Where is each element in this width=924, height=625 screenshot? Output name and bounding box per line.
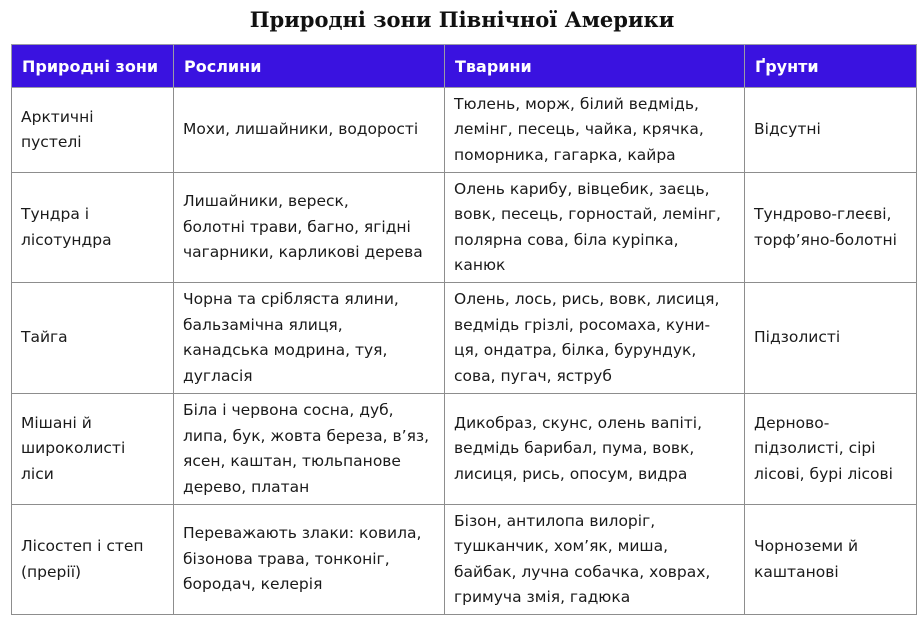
cell-line: лемінг, песець, чайка, крячка, [454, 120, 704, 139]
cell-line: канюк [454, 256, 506, 274]
cell-line: Арктичні [21, 107, 94, 126]
cell-zone [12, 505, 174, 615]
header-zones: Природні зони [12, 45, 174, 88]
cell-soils [745, 283, 917, 394]
cell-line: Тундрово-глеєві, [754, 205, 892, 223]
cell-line: лісотундра [21, 230, 112, 249]
cell-line: Олень, лось, рись, вовк, лисиця, [454, 290, 720, 308]
cell-line: Переважають злаки: ковила, [183, 524, 422, 543]
cell-zone [12, 173, 174, 283]
natural-zones-table [11, 44, 917, 615]
cell-line: Тюлень, морж, білий ведмідь, [454, 94, 699, 113]
cell-line: поморника, гагарка, кайра [454, 145, 676, 164]
cell-line: Тундра і [21, 205, 90, 223]
cell-line: підзолисті, сірі [754, 439, 876, 458]
cell-line: ведмідь грізлі, росомаха, куни- [454, 315, 711, 334]
header-soils: Ґрунти [745, 45, 917, 88]
cell-line: бальзамічна ялиця, [183, 315, 343, 334]
table-header-row [12, 45, 917, 88]
cell-line: гримуча змія, гадюка [454, 588, 631, 606]
cell-line: Підзолисті [754, 328, 841, 347]
cell-animals [445, 88, 745, 173]
cell-line: канадська модрина, туя, [183, 341, 388, 359]
cell-line: Бізон, антилопа вилоріг, [454, 511, 656, 530]
cell-plants [174, 88, 445, 173]
table-row [12, 283, 917, 394]
cell-line: Дерново- [754, 413, 830, 432]
cell-zone [12, 394, 174, 505]
cell-line: липа, бук, жовта береза, в’яз, [183, 426, 430, 445]
cell-plants [174, 173, 445, 283]
table-row [12, 505, 917, 615]
cell-line: бородач, келерія [183, 575, 323, 594]
cell-zone [12, 283, 174, 394]
cell-line: пустелі [21, 133, 82, 151]
table-row [12, 173, 917, 283]
cell-soils [745, 394, 917, 505]
table-row [12, 88, 917, 173]
cell-line: дерево, платан [183, 477, 310, 496]
header-plants: Рослини [174, 45, 445, 88]
cell-line: чагарники, карликові дерева [183, 243, 423, 262]
page-title: Природні зони Північної Америки [249, 7, 675, 32]
cell-line: полярна сова, біла куріпка, [454, 230, 679, 249]
cell-line: каштанові [754, 562, 839, 581]
cell-line: байбак, лучна собачка, ховрах, [454, 562, 711, 581]
table-row [12, 394, 917, 505]
cell-line: широколисті [21, 439, 126, 458]
cell-line: Чорна та срібляста ялини, [183, 290, 399, 308]
cell-animals [445, 505, 745, 615]
cell-line: дугласія [183, 366, 253, 385]
cell-line: Олень карибу, вівцебик, заєць, [454, 179, 710, 198]
cell-line: Мохи, лишайники, водорості [183, 120, 419, 139]
cell-soils [745, 173, 917, 283]
cell-line: вовк, песець, горностай, лемінг, [454, 205, 721, 223]
cell-line: Тайга [21, 328, 68, 347]
cell-line: лисиця, рись, опосум, видра [454, 464, 688, 483]
cell-plants [174, 505, 445, 615]
cell-line: ясен, каштан, тюльпанове [183, 452, 401, 470]
cell-line: Лісостеп і степ [21, 537, 144, 555]
cell-line: тушканчик, хом’як, миша, [454, 537, 669, 555]
cell-zone [12, 88, 174, 173]
cell-soils [745, 88, 917, 173]
header-animals: Тварини [445, 45, 745, 88]
cell-animals [445, 173, 745, 283]
cell-line: (прерії) [21, 562, 82, 581]
cell-line: сова, пугач, яструб [454, 366, 612, 385]
cell-plants [174, 283, 445, 394]
cell-line: Відсутні [754, 120, 821, 139]
cell-line: Мішані й [21, 413, 92, 432]
cell-line: Дикобраз, скунс, олень вапіті, [454, 413, 703, 432]
cell-line: торф’яно-болотні [754, 230, 897, 249]
cell-line: Лишайники, вереск, [183, 192, 349, 211]
cell-plants [174, 394, 445, 505]
cell-line: Чорноземи й [754, 537, 859, 555]
cell-animals [445, 394, 745, 505]
cell-line: Біла і червона сосна, дуб, [183, 401, 394, 419]
cell-line: бізонова трава, тонконіг, [183, 549, 390, 568]
cell-line: ця, ондатра, білка, бурундук, [454, 341, 697, 359]
cell-animals [445, 283, 745, 394]
cell-line: лісові, бурі лісові [754, 464, 893, 483]
cell-soils [745, 505, 917, 615]
cell-line: ліси [21, 464, 54, 483]
cell-line: болотні трави, багно, ягідні [183, 217, 411, 236]
cell-line: ведмідь барибал, пума, вовк, [454, 439, 695, 458]
